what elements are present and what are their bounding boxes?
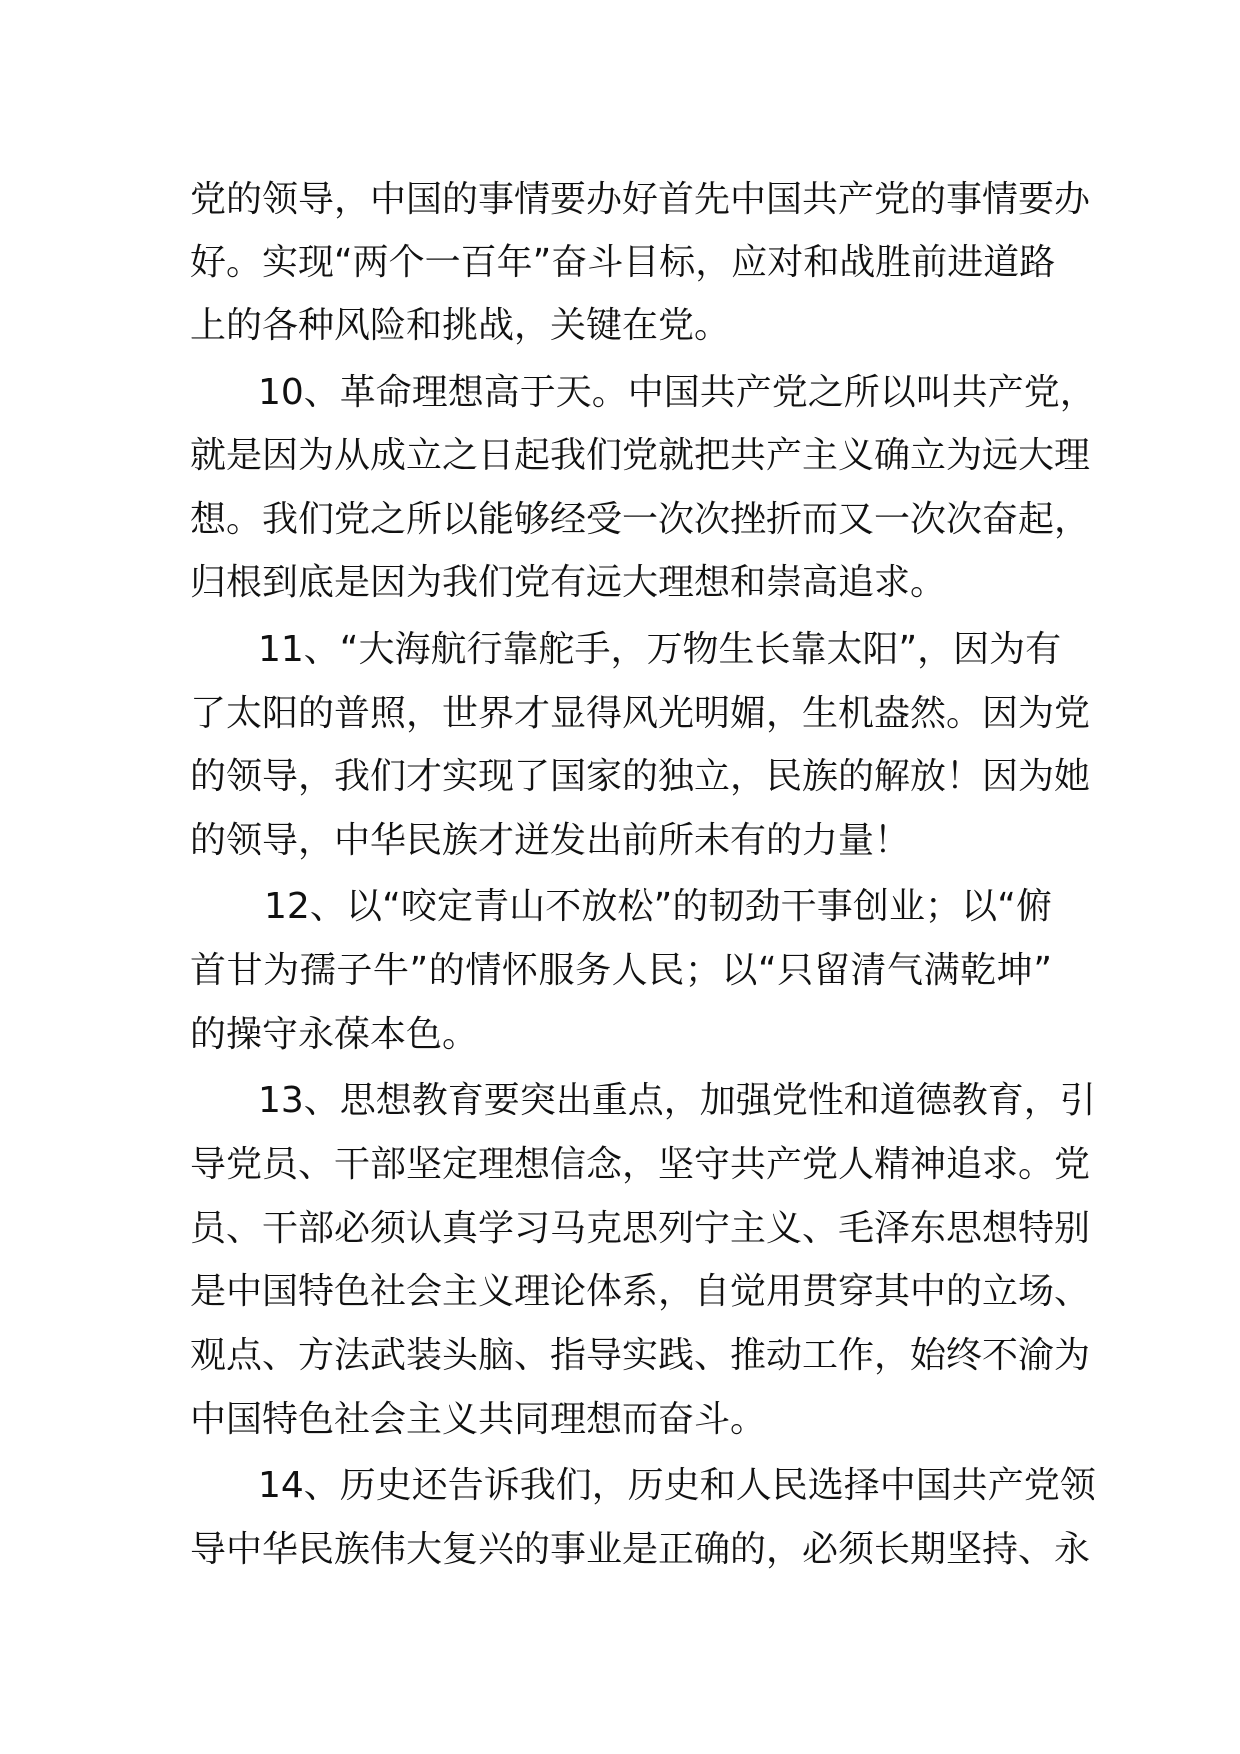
paragraph-11-first-line: 11、“大海航行靠舵手，万物生长靠太阳”，因为有: [258, 629, 1062, 670]
text-line: 上的各种风险和挑战，关键在党。: [190, 305, 731, 346]
text-line: 就是因为从成立之日起我们党就把共产主义确立为远大理: [190, 435, 1091, 476]
text-line: 了太阳的普照，世界才显得风光明媚，生机盎然。因为党: [190, 693, 1091, 734]
text-line: 员、干部必须认真学习马克思列宁主义、毛泽东思想特别: [190, 1208, 1091, 1249]
text-line: 是中国特色社会主义理论体系，自觉用贯穿其中的立场、: [190, 1271, 1091, 1312]
text-line: 观点、方法武装头脑、指导实践、推动工作，始终不渝为: [190, 1335, 1091, 1376]
text-line: 首甘为孺子牛”的情怀服务人民；以“只留清气满乾坤”: [190, 950, 1052, 991]
text-line: 的操守永葆本色。: [190, 1014, 479, 1055]
text-line: 党的领导，中国的事情要办好首先中国共产党的事情要办: [190, 179, 1091, 220]
text-line: 想。我们党之所以能够经受一次次挫折而又一次次奋起，: [190, 499, 1091, 540]
text-line: 导党员、干部坚定理想信念，坚守共产党人精神追求。党: [190, 1144, 1091, 1185]
paragraph-13-first-line: 13、思想教育要突出重点，加强党性和道德教育，引: [258, 1080, 1096, 1121]
paragraph-10-first-line: 10、革命理想高于天。中国共产党之所以叫共产党，: [258, 372, 1096, 413]
text-line: 归根到底是因为我们党有远大理想和崇高追求。: [190, 562, 947, 603]
paragraph-12-first-line: 12、以“咬定青山不放松”的韧劲干事创业；以“俯: [264, 886, 1052, 927]
text-line: 导中华民族伟大复兴的事业是正确的，必须长期坚持、永: [190, 1529, 1091, 1570]
paragraph-14-first-line: 14、历史还告诉我们，历史和人民选择中国共产党领: [258, 1465, 1096, 1506]
text-line: 中国特色社会主义共同理想而奋斗。: [190, 1399, 767, 1440]
text-line: 好。实现“两个一百年”奋斗目标，应对和战胜前进道路: [190, 242, 1056, 283]
text-line: 的领导，我们才实现了国家的独立，民族的解放！因为她: [190, 756, 1091, 797]
text-line: 的领导，中华民族才迸发出前所未有的力量！: [190, 820, 911, 861]
